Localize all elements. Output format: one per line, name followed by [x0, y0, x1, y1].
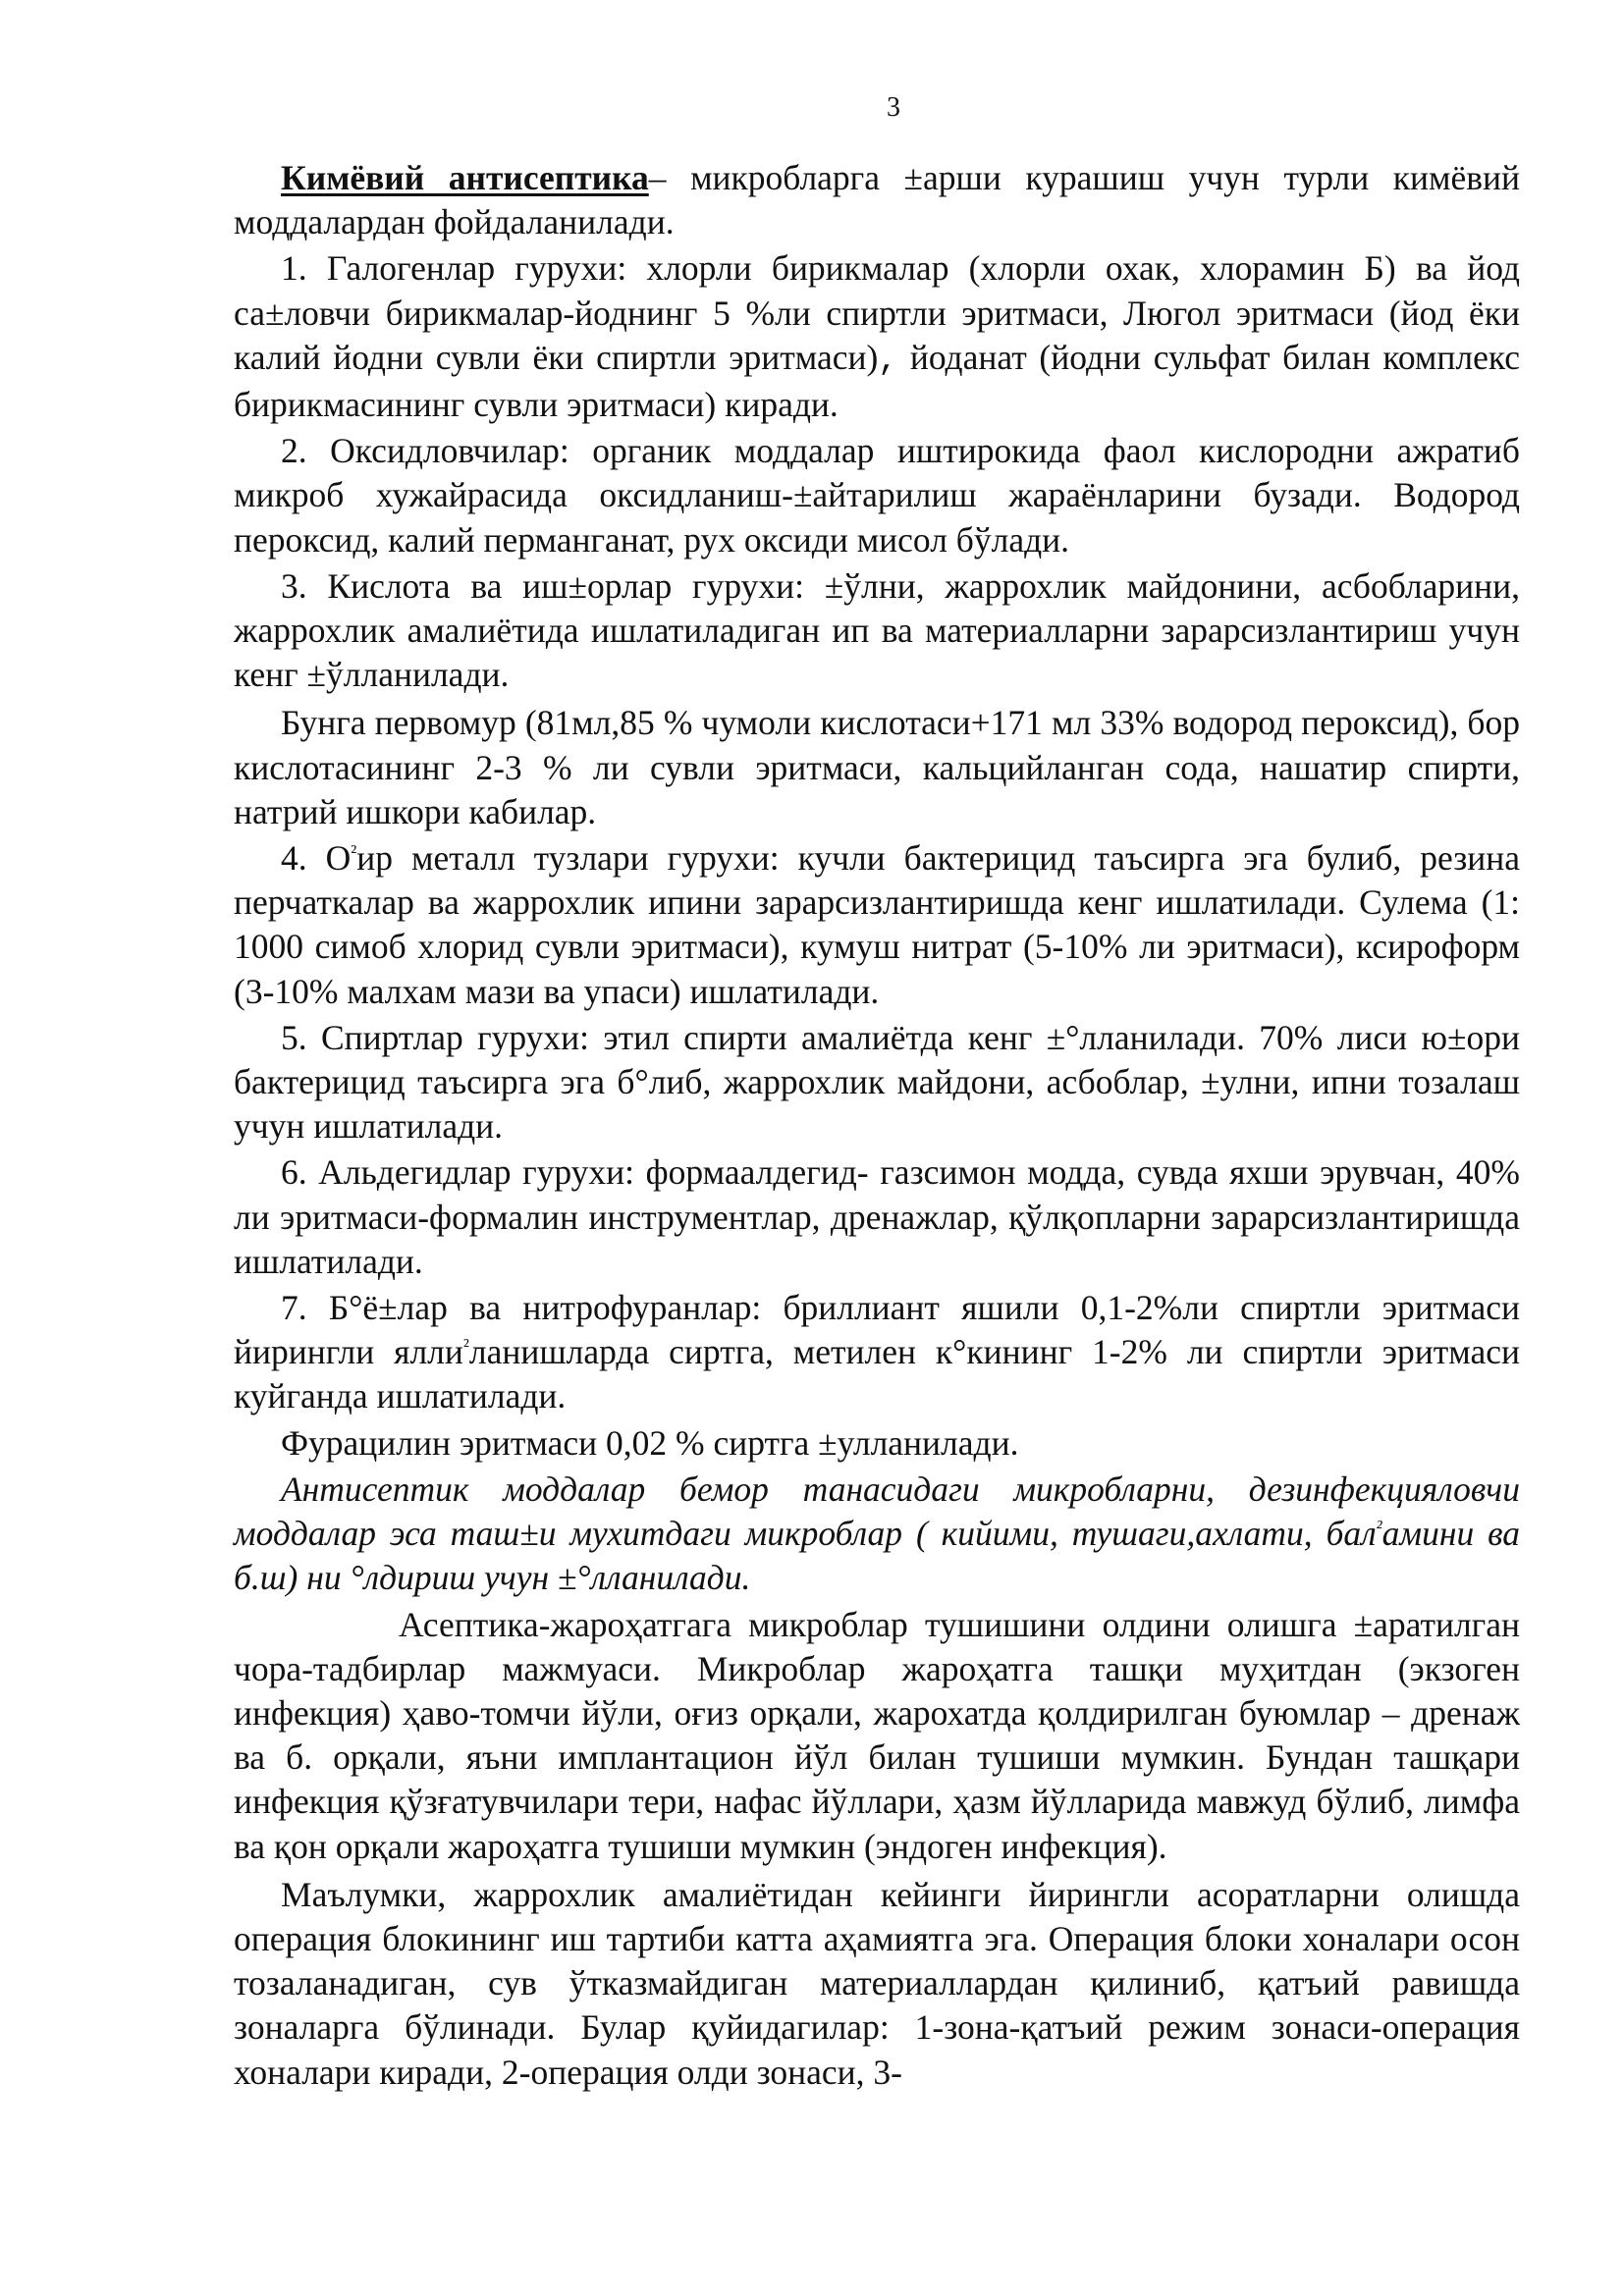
paragraph-text: микробларга ±арши курашиш учун турли кимёвий моддалардан фойдаланилади. — [234, 158, 1520, 242]
page-number: 3 — [887, 92, 900, 123]
paragraph-italic-note — [234, 1468, 1520, 1601]
paragraph-chemical-antiseptics — [234, 156, 1520, 244]
paragraph-item-7 — [234, 1286, 1520, 1419]
paragraph-item-1 — [234, 246, 1520, 427]
paragraph-text: 1. Галогенлар гурухи: хлорли бирикмалар (хлорли охак, хлорамин Б) ва йод са±ловчи бирикмалар-йоднинг 5 %ли спиртли эритмаси, Люгол эритмаси (йод ёки калий йодни сувли ёки спиртли эритмаси) — [234, 248, 1520, 377]
paragraph-text: Антисептик моддалар бемор танасидаги микробларни, дезинфекцияловчи моддалар эса таш±и мухитдаги микроблар ( кийими, тушаги,ахлати, бал — [234, 1468, 1520, 1554]
paragraph-asepsis: Асептика-жароҳатгага микроблар тушишини олдини олишга ±аратилган чора-тадбирлар мажмуаси. Микроблар жароҳатга ташқи муҳитдан (экзоген инфекция) ҳаво-томчи йўли, оғиз орқали, жарохатда қолдирилган буюмлар – дренаж ва б. орқали, яъни имплантацион йўл билан тушиши мумкин. Бундан ташқари инфекция қўзғатувчилари тери, нафас йўллари, ҳазм йўлларида мавжуд бўлиб, лимфа ва қон орқали жароҳатга тушиши мумкин (эндоген инфекция). — [234, 1604, 1520, 1866]
paragraph-furacilin: Фурацилин эритмаси 0,02 % сиртга ±улланилади. — [281, 1422, 1019, 1463]
term-dash: – — [648, 158, 667, 197]
paragraph-pervomur: Бунга первомур (81мл,85 % чумоли кислотаси+171 мл 33% водород пероксид), бор кислотасининг 2-3 % ли сувли эритмаси, кальцийланган сода, нашатир спирти, натрий ишкори кабилар. — [234, 703, 1520, 831]
paragraph-item-4 — [234, 836, 1520, 1014]
paragraph-text: йоданат (йодни сульфат билан комплекс бирикмасининг сувли эритмаси) киради. — [234, 337, 1520, 425]
paragraph-item-5: 5. Спиртлар гурухи: этил спирти амалиётда кенг ±°лланилади. 70% лиси ю±ори бактерицид таъсирга эга б°либ, жаррохлик майдони, асбоблар, ±улни, ипни тозалаш учун ишлатилади. — [234, 1017, 1520, 1147]
superscript-mark: ² — [1376, 1517, 1382, 1539]
superscript-mark: ² — [462, 1335, 469, 1358]
paragraph-text: 7. Б°ё±лар ва нитрофуранлар: бриллиант яшили 0,1-2%ли спиртли эритмаси йирингли ялли — [234, 1288, 1520, 1372]
paragraph-item-6: 6. Альдегидлар гурухи: формаалдегид- газсимон модда, сувда яхши эрувчан, 40% ли эритмаси-формалин инструментлар, дренажлар, қўлқопларни зарарсизлантиришда ишлатилади. — [234, 1152, 1520, 1281]
document-page — [234, 93, 1520, 2095]
paragraph-item-3: 3. Кислота ва иш±орлар гурухи: ±ўлни, жаррохлик майдонини, асбобларини, жаррохлик амалиётида ишлатиладиган ип ва материалларни зарарсизлантириш учун кенг ±ўлланилади. — [234, 565, 1520, 695]
paragraph-operating-block: Маълумки, жаррохлик амалиётидан кейинги йирингли асоратларни олишда операция блокининг иш тартиби катта аҳамиятга эга. Операция блоки хоналари осон тозаланадиган, сув ўтказмайдиган материаллардан қилиниб, қатъий равишда зоналарга бўлинади. Булар қуйидагилар: 1-зона-қатъий режим зонаси-операция хоналари киради, 2-операция олди зонаси, 3- — [234, 1874, 1520, 2092]
paragraph-text: амини ва б.ш) ни °лдириш учун ±°лланилади. — [234, 1514, 1521, 1598]
section-term: Кимёвий антисептика — [281, 158, 649, 197]
paragraph-text: ир металл тузлари гурухи: кучли бактерицид таъсирга эга булиб, резина перчаткалар ва жаррохлик ипини зарарсизлантиришда кенг ишлатилади. Сулема (1: 1000 симоб хлорид сувли эритмаси), кумуш нитрат (5-10% ли эритмаси), ксироформ (3-10% малхам мази ва упаси) ишлатилади. — [234, 838, 1520, 1011]
paragraph-item-2: 2. Оксидловчилар: органик моддалар иштирокида фаол кислородни ажратиб микроб хужайрасида оксидланиш-±айтарилиш жараёнларини бузади. Водород пероксид, калий перманганат, рух оксиди мисол бўлади. — [234, 431, 1520, 560]
paragraph-text: 4. О — [281, 838, 352, 879]
paragraph-comma: , — [878, 342, 898, 379]
paragraph-text: ланишларда сиртга, метилен к°кининг 1-2% ли спиртли эритмаси куйганда ишлатилади. — [234, 1332, 1520, 1416]
superscript-mark: ² — [351, 841, 357, 864]
